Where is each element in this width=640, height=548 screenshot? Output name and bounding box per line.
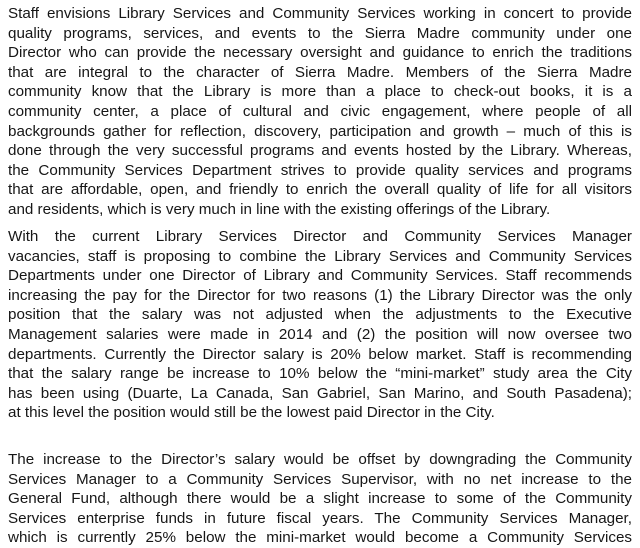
paragraph-library-community-vision	[8, 4, 632, 220]
paragraph-line: Staff envisions Library Services and Community Services working in concert to provide	[8, 5, 632, 22]
paragraph-line: that the salary range be increase to 10% below the “mini-market” study area the City	[8, 365, 632, 383]
paragraph-line: With the current Library Services Director and Community Services Manager	[8, 228, 632, 245]
paragraph-line: quality programs, services, and events to the Sierra Madre community under one	[8, 24, 632, 42]
paragraph-line: Management salaries were made in 2014 and (2) the position will now oversee two	[8, 325, 632, 343]
paragraph-line: has been using (Duarte, La Canada, San Gabriel, San Marino, and South Pasadena);	[8, 384, 632, 402]
paragraph-line: the Community Services Department strives to provide quality services and programs	[8, 161, 632, 179]
paragraph-line: Services enterprise funds in future fiscal years. The Community Services Manager,	[8, 509, 632, 527]
paragraph-line: done through the very successful programs and events hosted by the Library. Whereas,	[8, 142, 632, 160]
paragraph-director-salary-proposal	[8, 227, 632, 423]
paragraph-line: The increase to the Director’s salary would be offset by downgrading the Community	[8, 451, 632, 468]
paragraph-line: vacancies, staff is proposing to combine the Library Services and Community Services	[8, 247, 632, 265]
paragraph-line: community know that the Library is more than a place to check-out books, it is a	[8, 83, 632, 101]
paragraph-line: and residents, which is very much in line with the existing offerings of the Library.	[8, 200, 551, 218]
paragraph-salary-offset	[8, 450, 632, 548]
paragraph-line: at this level the position would still be the lowest paid Director in the City.	[8, 404, 495, 422]
paragraph-line: Services Manager to a Community Services Supervisor, with no net increase to the	[8, 470, 632, 488]
paragraph-line: Departments under one Director of Library and Community Services. Staff recommends	[8, 267, 632, 285]
paragraph-line: General Fund, although there would be a slight increase to some of the Community	[8, 490, 632, 508]
paragraph-line: which is currently 25% below the mini-market would become a Community Services	[8, 529, 632, 547]
paragraph-line: community center, a place of cultural and civic engagement, where people of all	[8, 102, 632, 120]
paragraph-line: Director who can provide the necessary oversight and guidance to enrich the traditions	[8, 44, 632, 62]
paragraph-line: increasing the pay for the Director for two reasons (1) the Library Director was the only	[8, 286, 632, 304]
paragraph-line: that are integral to the character of Sierra Madre. Members of the Sierra Madre	[8, 63, 632, 81]
paragraph-line: backgrounds gather for reflection, discovery, participation and growth – much of this is	[8, 122, 632, 140]
paragraph-line: departments. Currently the Director salary is 20% below market. Staff is recommending	[8, 345, 632, 363]
paragraph-line: that are affordable, open, and friendly to enrich the overall quality of life for all visitors	[8, 181, 632, 199]
paragraph-line: position that the salary was not adjusted when the adjustments to the Executive	[8, 306, 632, 324]
